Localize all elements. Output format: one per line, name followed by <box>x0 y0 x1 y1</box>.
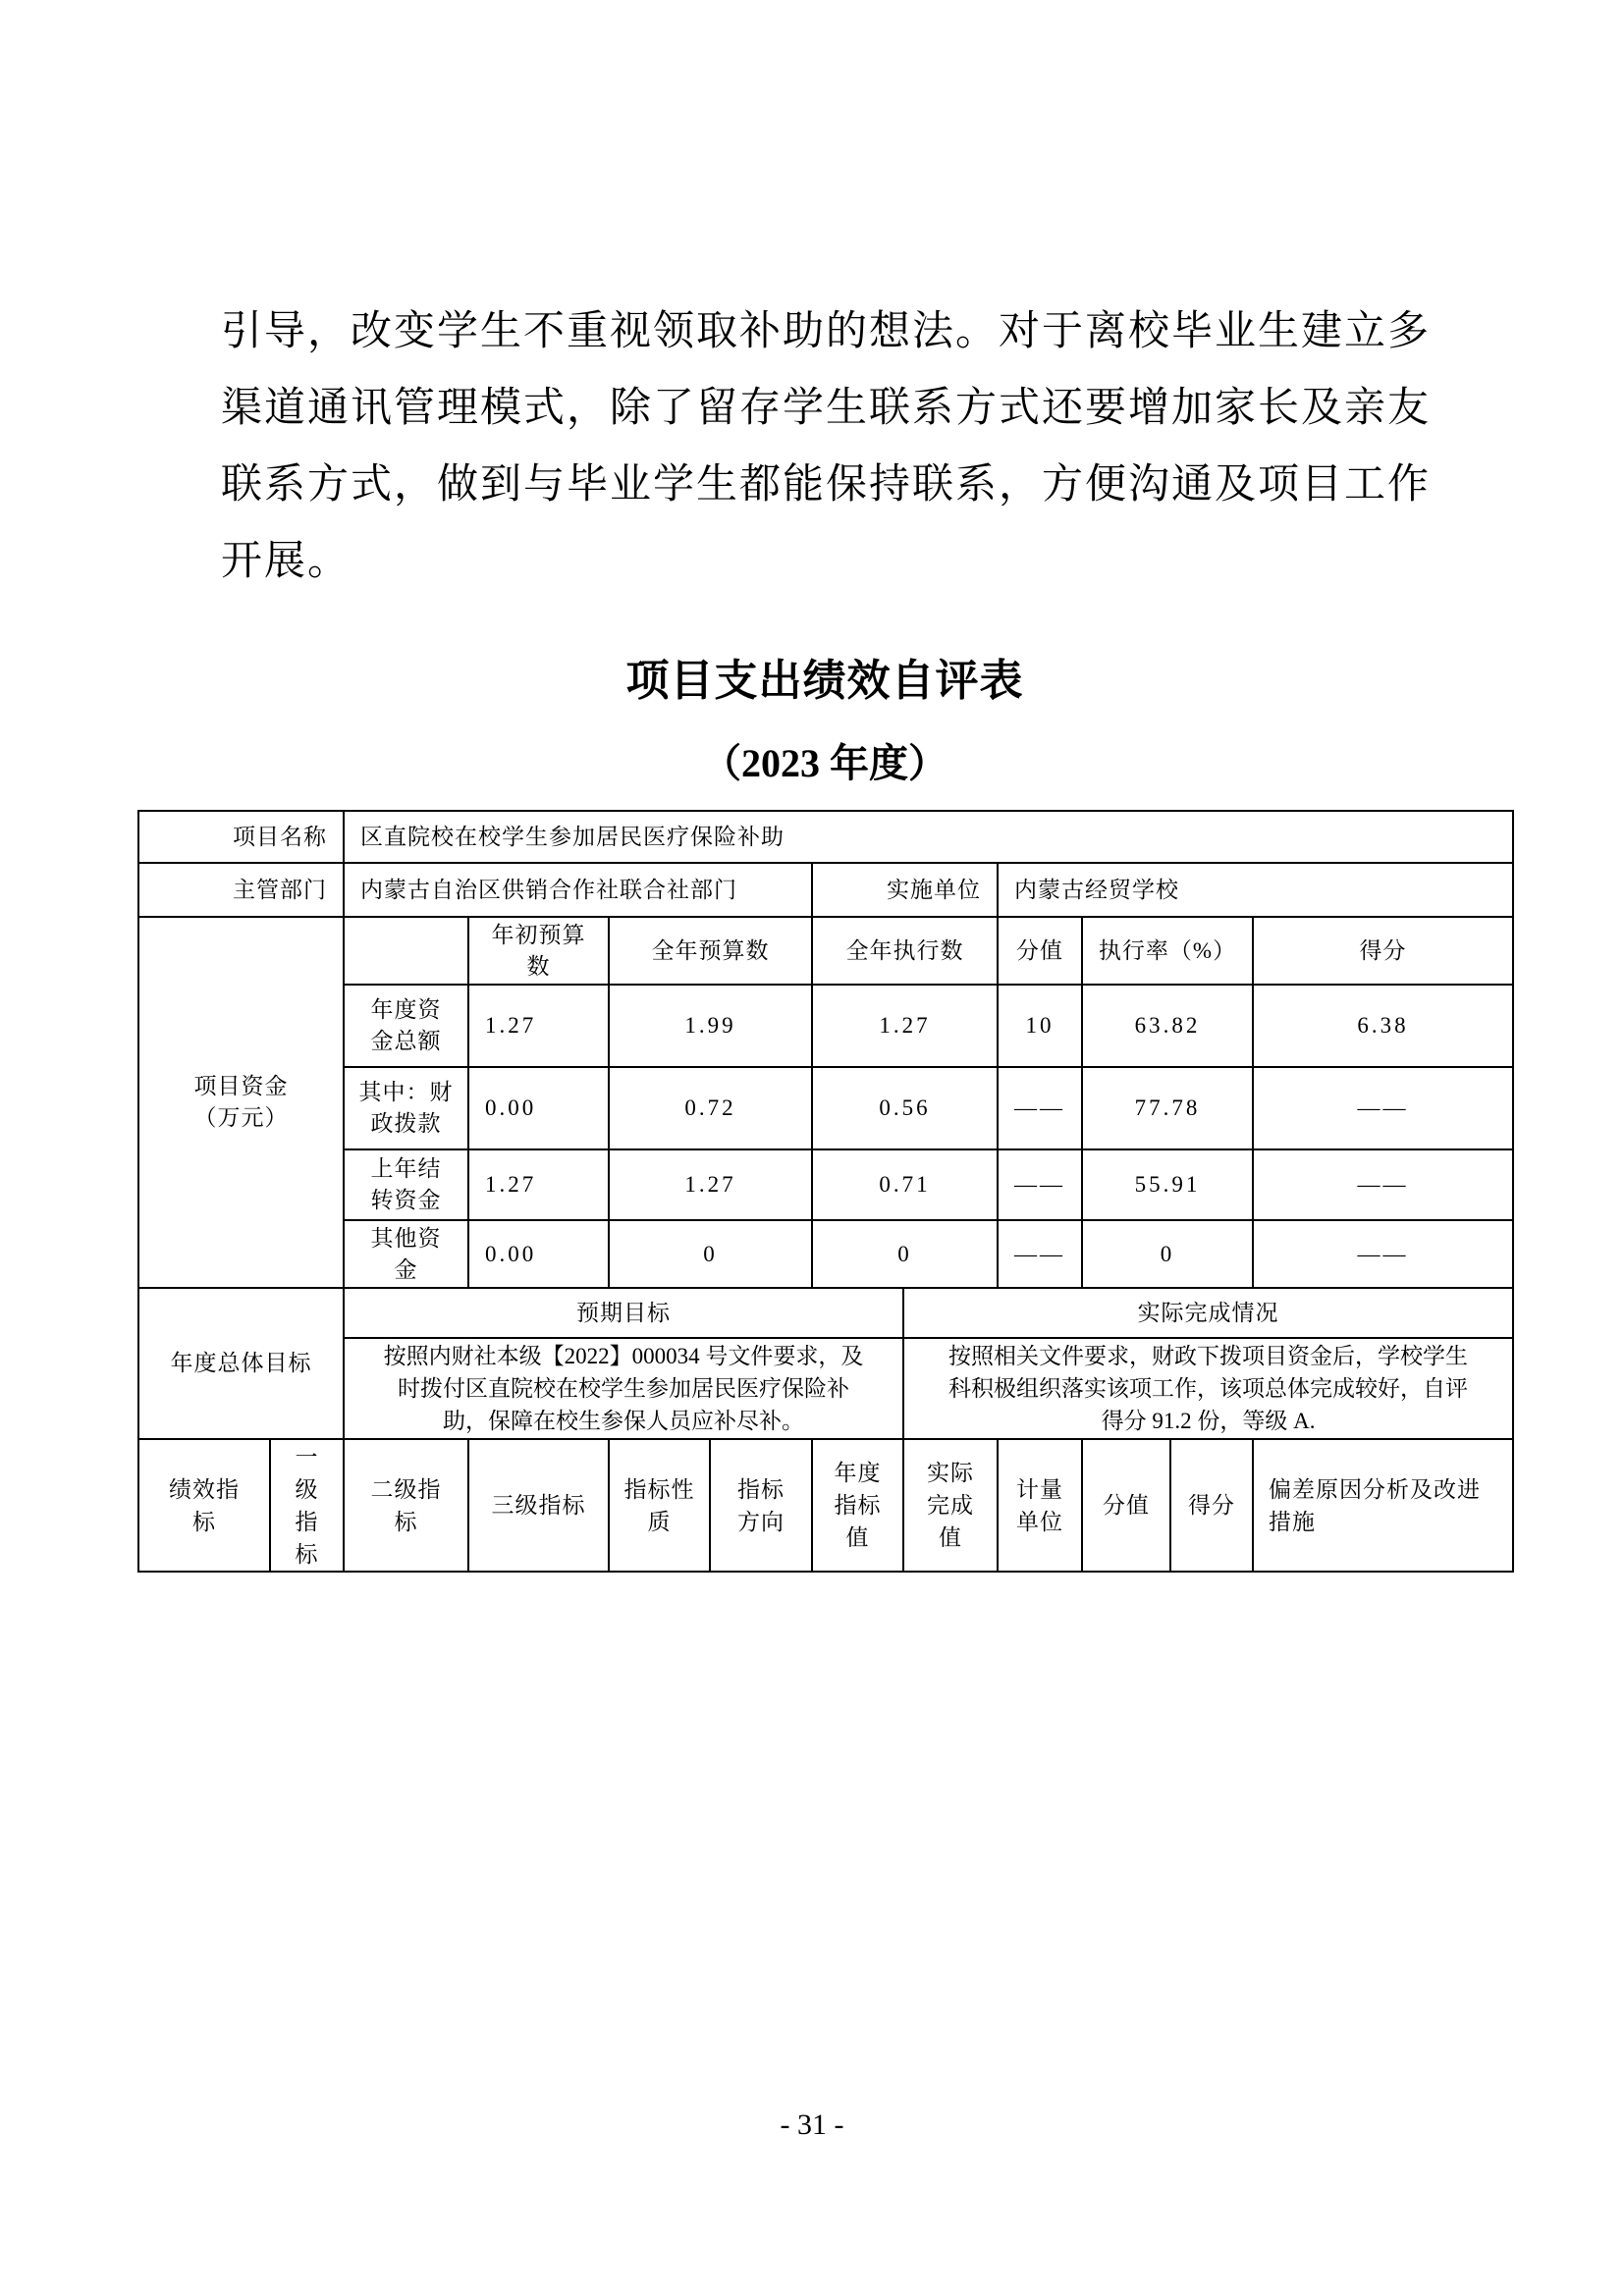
department-label: 主管部门 <box>138 863 344 917</box>
table-title: 项目支出绩效自评表 <box>625 657 1024 705</box>
header-indicator-score-value <box>1082 1439 1170 1572</box>
score-value-cell: —— <box>998 1149 1082 1220</box>
initial-budget-cell: 1.27 <box>468 1149 609 1220</box>
paragraph-line: 引导，改变学生不重视领取补助的想法。对于离校毕业生建立多 <box>221 309 1432 354</box>
funds-row-label-line: 金 <box>394 1256 418 1282</box>
department-value: 内蒙古自治区供销合作社联合社部门 <box>344 863 812 917</box>
header-line: 指 <box>295 1509 319 1534</box>
funds-row-fiscal <box>138 1067 1513 1149</box>
project-funds-label <box>138 917 344 1288</box>
header-line: 二级指 <box>370 1476 442 1502</box>
funds-row-label-line: 上年结 <box>370 1156 442 1181</box>
header-actual-value <box>903 1439 998 1572</box>
funds-row-label-line: 金总额 <box>370 1029 442 1053</box>
project-name-value: 区直院校在校学生参加居民医疗保险补助 <box>344 811 1513 863</box>
funds-row-label-line: 其中：财 <box>358 1080 454 1104</box>
header-line: 绩效指 <box>169 1476 240 1502</box>
annual-budget-cell: 1.27 <box>609 1149 812 1220</box>
empty-header-cell <box>344 917 468 985</box>
header-line: 三级指标 <box>491 1493 586 1518</box>
actual-completion-line: 得分 91.2 份，等级 A. <box>1101 1409 1316 1433</box>
header-indicator-nature <box>609 1439 710 1572</box>
header-line: 得分 <box>1188 1493 1235 1518</box>
execution-rate-cell: 55.91 <box>1082 1149 1253 1220</box>
score-cell: 6.38 <box>1253 985 1513 1067</box>
header-line: 单位 <box>1016 1509 1063 1534</box>
annual-executed-cell: 0.56 <box>812 1067 998 1149</box>
paragraph-line: 联系方式，做到与毕业学生都能保持联系，方便沟通及项目工作 <box>221 462 1432 507</box>
funds-row-total <box>138 985 1513 1067</box>
header-level1-indicator <box>270 1439 344 1572</box>
department-row <box>138 863 1513 917</box>
actual-completion-line: 科积极组织落实该项工作，该项总体完成较好，自评 <box>948 1376 1469 1401</box>
header-line: 指标性 <box>623 1476 695 1502</box>
score-cell: —— <box>1253 1149 1513 1220</box>
funds-row-other <box>138 1220 1513 1288</box>
header-performance-indicator <box>138 1439 270 1572</box>
header-line: 完成 <box>927 1493 974 1518</box>
header-annual-target-value <box>812 1439 903 1572</box>
header-line: 实际 <box>927 1461 974 1485</box>
execution-rate-cell: 63.82 <box>1082 985 1253 1067</box>
header-annual-executed: 全年执行数 <box>812 917 998 985</box>
performance-evaluation-table <box>137 810 1514 1573</box>
project-funds-label-line: 项目资金 <box>193 1074 289 1098</box>
expected-goal-text <box>344 1338 903 1439</box>
header-initial-budget <box>468 917 609 985</box>
score-value-cell: —— <box>998 1220 1082 1288</box>
paragraph-line: 开展。 <box>221 539 352 584</box>
annual-budget-cell: 1.99 <box>609 985 812 1067</box>
indicator-header-row <box>138 1439 1513 1572</box>
actual-completion-line: 按照相关文件要求，财政下拨项目资金后，学校学生 <box>948 1344 1469 1368</box>
actual-completion-header: 实际完成情况 <box>903 1288 1513 1338</box>
header-line: 标 <box>394 1509 418 1534</box>
header-line: 年度 <box>834 1461 882 1485</box>
header-deviation-analysis <box>1253 1439 1513 1572</box>
funds-row-label <box>344 1220 468 1288</box>
funds-header-row <box>138 917 1513 985</box>
funds-row-label-line: 政拨款 <box>370 1111 442 1136</box>
expected-goal-line: 助，保障在校生参保人员应补尽补。 <box>443 1409 804 1433</box>
implementing-unit-label: 实施单位 <box>812 863 998 917</box>
header-indicator-direction <box>710 1439 812 1572</box>
initial-budget-cell: 1.27 <box>468 985 609 1067</box>
expected-goal-header: 预期目标 <box>344 1288 903 1338</box>
header-initial-budget-line: 年初预算 <box>491 922 586 947</box>
header-level2-indicator <box>344 1439 468 1572</box>
expected-goal-line: 时拨付区直院校在校学生参加居民医疗保险补 <box>398 1376 849 1401</box>
funds-row-label <box>344 1067 468 1149</box>
header-initial-budget-line: 数 <box>526 953 551 979</box>
project-name-label: 项目名称 <box>138 811 344 863</box>
score-value-cell: —— <box>998 1067 1082 1149</box>
header-measurement-unit <box>998 1439 1082 1572</box>
header-score: 得分 <box>1253 917 1513 985</box>
initial-budget-cell: 0.00 <box>468 1220 609 1288</box>
annual-executed-cell: 0.71 <box>812 1149 998 1220</box>
paragraph-line: 渠道通讯管理模式，除了留存学生联系方式还要增加家长及亲友 <box>221 386 1432 431</box>
header-indicator-score <box>1170 1439 1253 1572</box>
header-line: 标 <box>192 1509 216 1534</box>
page-number: - 31 - <box>780 2109 844 2141</box>
header-annual-budget: 全年预算数 <box>609 917 812 985</box>
header-line: 标 <box>295 1541 319 1567</box>
score-cell: —— <box>1253 1067 1513 1149</box>
funds-row-label-line: 年度资 <box>370 997 442 1022</box>
header-line: 偏差原因分析及改进 <box>1269 1476 1481 1502</box>
actual-completion-text <box>903 1338 1513 1439</box>
header-line: 值 <box>939 1525 962 1550</box>
annual-goal-label: 年度总体目标 <box>138 1288 344 1439</box>
body-paragraph <box>221 294 1431 600</box>
funds-row-label-line: 其他资 <box>370 1225 442 1251</box>
expected-goal-line: 按照内财社本级【2022】000034 号文件要求，及 <box>383 1344 864 1368</box>
header-line: 分值 <box>1103 1493 1150 1518</box>
score-value-cell: 10 <box>998 985 1082 1067</box>
annual-budget-cell: 0.72 <box>609 1067 812 1149</box>
funds-row-label-line: 转资金 <box>370 1188 442 1212</box>
header-line: 级 <box>295 1476 319 1502</box>
header-execution-rate: 执行率（%） <box>1082 917 1253 985</box>
funds-row-label <box>344 985 468 1067</box>
header-line: 指标 <box>737 1476 785 1502</box>
header-line: 指标 <box>834 1493 882 1518</box>
annual-executed-cell: 1.27 <box>812 985 998 1067</box>
table-subtitle: （2023 年度） <box>702 741 947 785</box>
initial-budget-cell: 0.00 <box>468 1067 609 1149</box>
project-funds-label-line: （万元） <box>193 1105 289 1130</box>
implementing-unit-value: 内蒙古经贸学校 <box>998 863 1513 917</box>
annual-goal-text-row <box>138 1338 1513 1439</box>
annual-goal-header-row <box>138 1288 1513 1338</box>
score-cell: —— <box>1253 1220 1513 1288</box>
header-score-value: 分值 <box>998 917 1082 985</box>
execution-rate-cell: 0 <box>1082 1220 1253 1288</box>
project-name-row <box>138 811 1513 863</box>
funds-row-label <box>344 1149 468 1220</box>
header-line: 措施 <box>1269 1509 1316 1534</box>
annual-budget-cell: 0 <box>609 1220 812 1288</box>
annual-executed-cell: 0 <box>812 1220 998 1288</box>
header-line: 计量 <box>1016 1476 1063 1502</box>
execution-rate-cell: 77.78 <box>1082 1067 1253 1149</box>
header-line: 值 <box>845 1525 870 1550</box>
header-line: 质 <box>647 1509 672 1534</box>
header-level3-indicator <box>468 1439 609 1572</box>
header-line: 一 <box>295 1444 319 1469</box>
header-line: 方向 <box>737 1509 785 1534</box>
funds-row-carryover <box>138 1149 1513 1220</box>
